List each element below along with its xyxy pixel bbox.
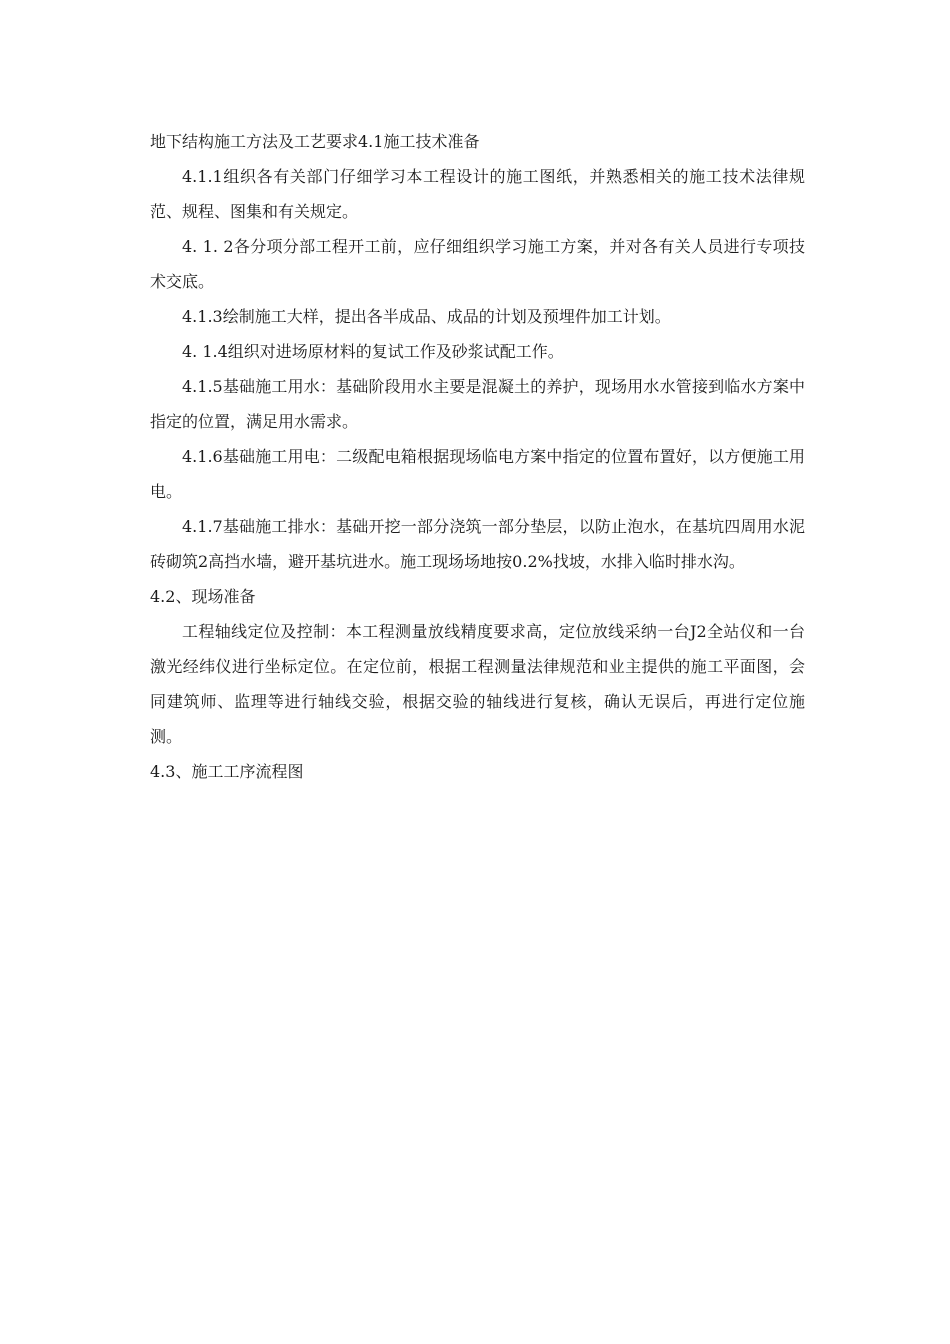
paragraph-4-2-axis-positioning: 工程轴线定位及控制：本工程测量放线精度要求高，定位放线采纳一台J2全站仪和一台激光经纬仪进行坐标定位。在定位前，根据工程测量法律规范和业主提供的施工平面图，会同建筑师、监理等进行轴线交验，根据交验的轴线进行复核，确认无误后，再进行定位施测。 (150, 622, 805, 746)
section-heading-4-2: 4.2、现场准备 (150, 587, 256, 606)
paragraph-4-1-1: 4.1.1组织各有关部门仔细学习本工程设计的施工图纸，并熟悉相关的施工技术法律规范、规程、图集和有关规定。 (150, 167, 805, 221)
paragraph-4-1-5: 4.1.5基础施工用水：基础阶段用水主要是混凝土的养护，现场用水水管接到临水方案中指定的位置，满足用水需求。 (150, 377, 805, 431)
paragraph-4-1-2: 4. 1. 2各分项分部工程开工前，应仔细组织学习施工方案，并对各有关人员进行专项技术交底。 (150, 237, 805, 291)
paragraph-4-1-6: 4.1.6基础施工用电：二级配电箱根据现场临电方案中指定的位置布置好，以方便施工用电。 (150, 447, 805, 501)
paragraph-4-1-4: 4. 1.4组织对进场原材料的复试工作及砂浆试配工作。 (182, 342, 564, 361)
paragraph-4-1-3: 4.1.3绘制施工大样，提出各半成品、成品的计划及预埋件加工计划。 (182, 307, 671, 326)
document-body (150, 124, 805, 789)
document-title: 地下结构施工方法及工艺要求4.1施工技术准备 (150, 132, 480, 151)
section-heading-4-3: 4.3、施工工序流程图 (150, 762, 304, 781)
paragraph-4-1-7: 4.1.7基础施工排水：基础开挖一部分浇筑一部分垫层，以防止泡水，在基坑四周用水泥砖砌筑2高挡水墙，避开基坑进水。施工现场场地按0.2%找坡，水排入临时排水沟。 (150, 517, 805, 571)
